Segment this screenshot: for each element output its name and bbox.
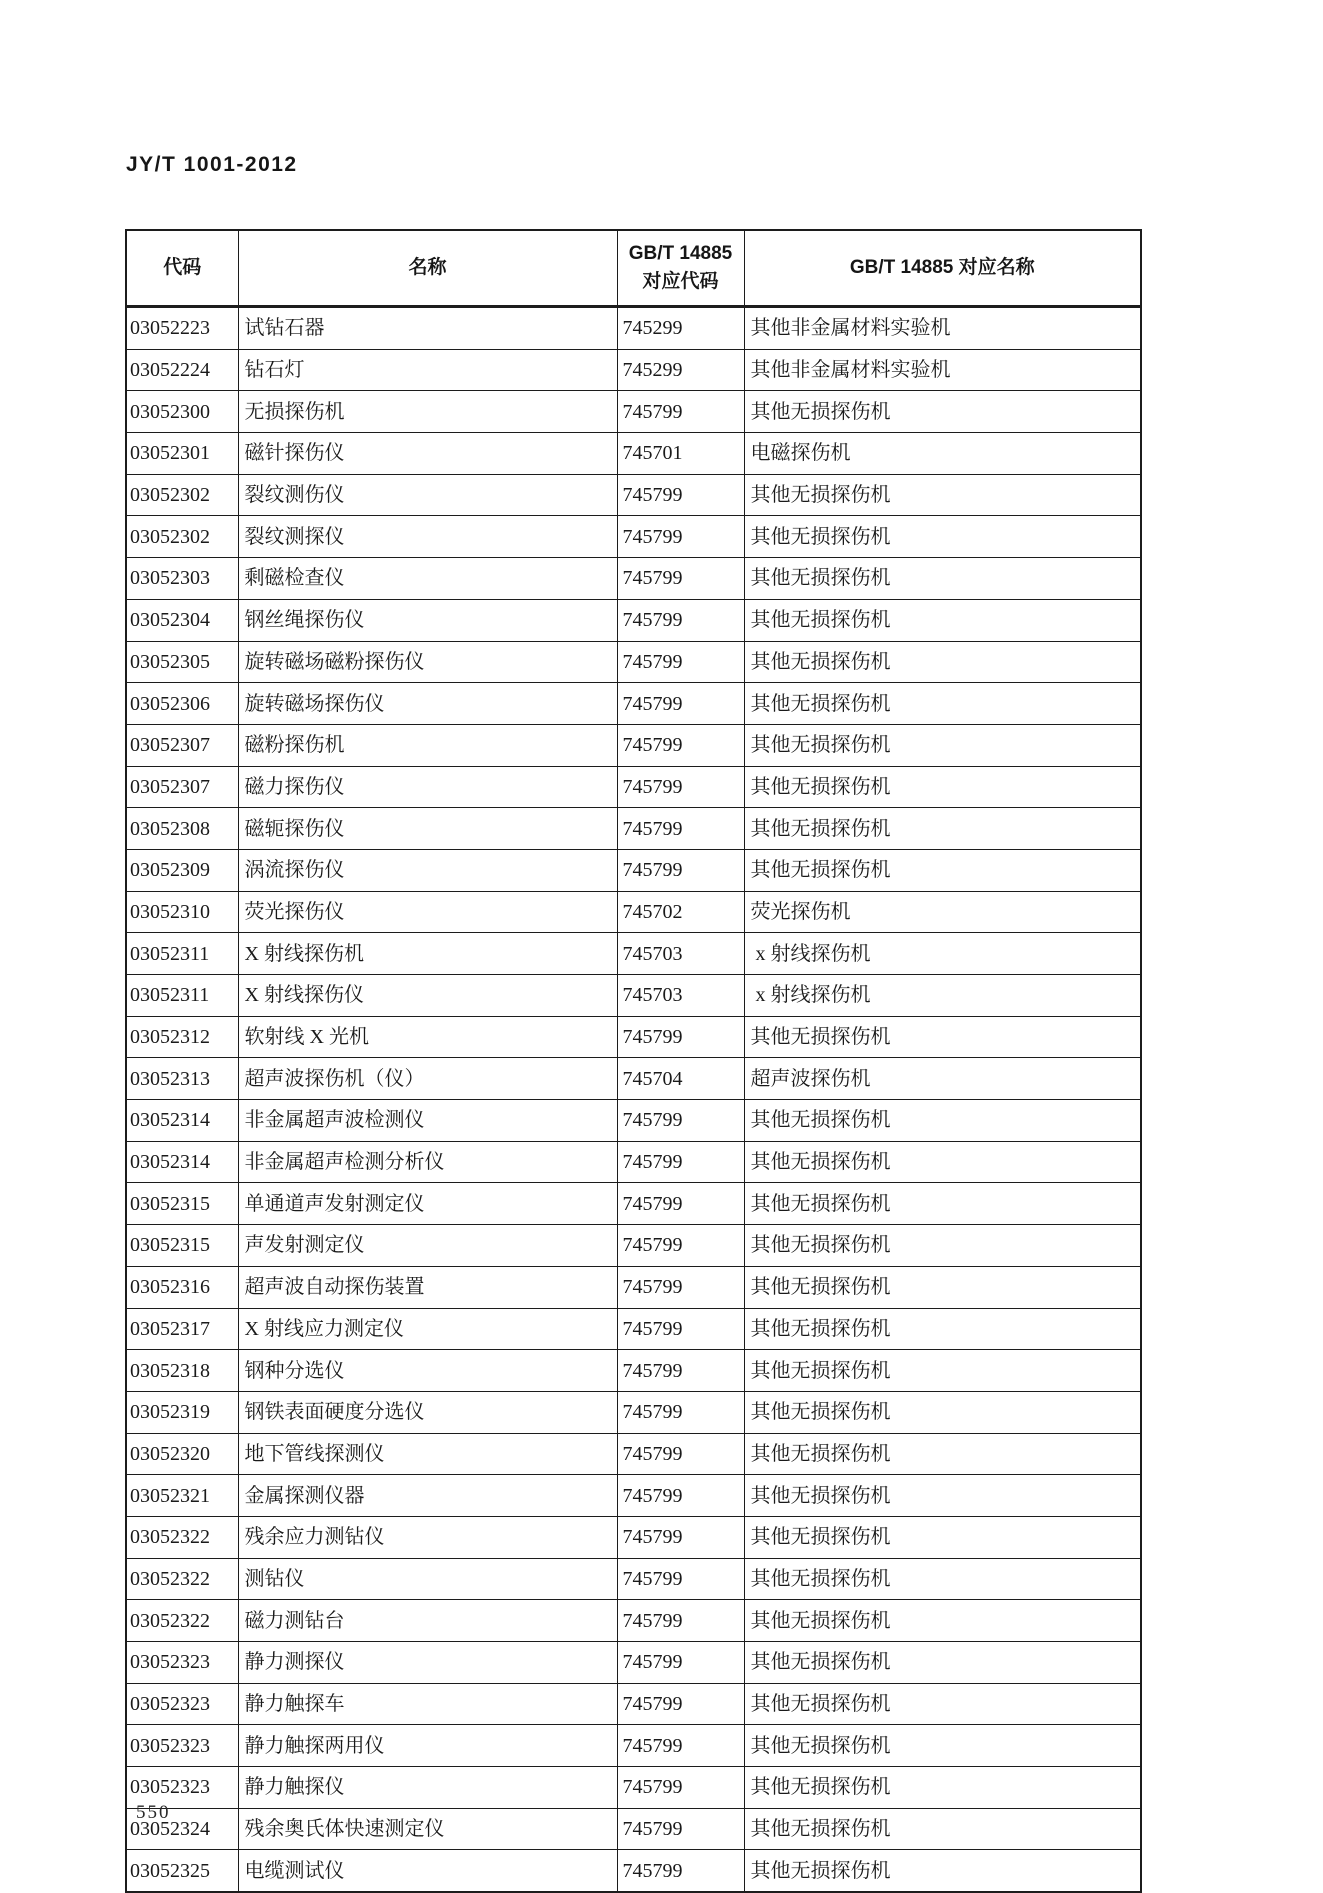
cell-gbt-code: 745799 bbox=[617, 1141, 744, 1183]
table-row bbox=[126, 1308, 1141, 1350]
cell-code: 03052323 bbox=[126, 1683, 238, 1725]
table-row bbox=[126, 1350, 1141, 1392]
cell-gbt-name: 其他无损探伤机 bbox=[744, 1433, 1141, 1475]
cell-gbt-code: 745799 bbox=[617, 1683, 744, 1725]
table-row bbox=[126, 808, 1141, 850]
cell-gbt-code: 745703 bbox=[617, 975, 744, 1017]
cell-gbt-code: 745799 bbox=[617, 1100, 744, 1142]
cell-gbt-code: 745799 bbox=[617, 1350, 744, 1392]
cell-gbt-code: 745799 bbox=[617, 1391, 744, 1433]
table-body bbox=[126, 307, 1141, 1893]
cell-name: 静力触探仪 bbox=[238, 1767, 617, 1809]
cell-gbt-code: 745799 bbox=[617, 516, 744, 558]
header-gbt-code-line1: GB/T 14885 bbox=[628, 243, 733, 264]
cell-code: 03052325 bbox=[126, 1850, 238, 1892]
cell-code: 03052315 bbox=[126, 1225, 238, 1267]
cell-gbt-name: 其他无损探伤机 bbox=[744, 558, 1141, 600]
cell-gbt-name: 其他无损探伤机 bbox=[744, 1308, 1141, 1350]
cell-name: X 射线应力测定仪 bbox=[238, 1308, 617, 1350]
table-row bbox=[126, 641, 1141, 683]
cell-name: 钢铁表面硬度分选仪 bbox=[238, 1391, 617, 1433]
table-header bbox=[126, 230, 1141, 307]
table-row bbox=[126, 1225, 1141, 1267]
cell-gbt-name: 其他无损探伤机 bbox=[744, 1391, 1141, 1433]
cell-code: 03052305 bbox=[126, 641, 238, 683]
cell-gbt-name: 其他无损探伤机 bbox=[744, 1642, 1141, 1684]
table-row bbox=[126, 1016, 1141, 1058]
cell-code: 03052311 bbox=[126, 933, 238, 975]
cell-gbt-name: 其他无损探伤机 bbox=[744, 1183, 1141, 1225]
table-row bbox=[126, 1725, 1141, 1767]
cell-gbt-code: 745799 bbox=[617, 1558, 744, 1600]
cell-gbt-name: 其他无损探伤机 bbox=[744, 724, 1141, 766]
table-row bbox=[126, 1600, 1141, 1642]
cell-gbt-code: 745799 bbox=[617, 724, 744, 766]
table-row bbox=[126, 1141, 1141, 1183]
table-row bbox=[126, 516, 1141, 558]
cell-code: 03052314 bbox=[126, 1141, 238, 1183]
cell-gbt-code: 745799 bbox=[617, 1475, 744, 1517]
table-row bbox=[126, 1100, 1141, 1142]
cell-code: 03052314 bbox=[126, 1100, 238, 1142]
table-row bbox=[126, 849, 1141, 891]
cell-name: 声发射测定仪 bbox=[238, 1225, 617, 1267]
cell-code: 03052308 bbox=[126, 808, 238, 850]
cell-gbt-name: 其他无损探伤机 bbox=[744, 641, 1141, 683]
cell-gbt-name: 其他无损探伤机 bbox=[744, 1808, 1141, 1850]
cell-name: 试钻石器 bbox=[238, 307, 617, 350]
cell-gbt-name: 其他无损探伤机 bbox=[744, 1266, 1141, 1308]
cell-code: 03052320 bbox=[126, 1433, 238, 1475]
cell-gbt-code: 745299 bbox=[617, 307, 744, 350]
cell-name: 磁力探伤仪 bbox=[238, 766, 617, 808]
cell-code: 03052304 bbox=[126, 599, 238, 641]
cell-gbt-code: 745799 bbox=[617, 641, 744, 683]
cell-gbt-code: 745703 bbox=[617, 933, 744, 975]
table-row bbox=[126, 1767, 1141, 1809]
cell-name: 超声波自动探伤装置 bbox=[238, 1266, 617, 1308]
cell-gbt-code: 745799 bbox=[617, 1183, 744, 1225]
cell-code: 03052322 bbox=[126, 1516, 238, 1558]
cell-gbt-name: 其他非金属材料实验机 bbox=[744, 307, 1141, 350]
cell-gbt-code: 745299 bbox=[617, 349, 744, 391]
cell-gbt-name: 电磁探伤机 bbox=[744, 433, 1141, 475]
cell-gbt-name: 其他无损探伤机 bbox=[744, 1725, 1141, 1767]
cell-gbt-name: 超声波探伤机 bbox=[744, 1058, 1141, 1100]
cell-code: 03052309 bbox=[126, 849, 238, 891]
cell-code: 03052321 bbox=[126, 1475, 238, 1517]
cell-name: 钢丝绳探伤仪 bbox=[238, 599, 617, 641]
cell-code: 03052303 bbox=[126, 558, 238, 600]
cell-gbt-code: 745799 bbox=[617, 1308, 744, 1350]
table-row bbox=[126, 1683, 1141, 1725]
code-mapping-table bbox=[125, 229, 1142, 1893]
cell-code: 03052307 bbox=[126, 766, 238, 808]
cell-gbt-name: 其他无损探伤机 bbox=[744, 683, 1141, 725]
cell-code: 03052317 bbox=[126, 1308, 238, 1350]
cell-code: 03052322 bbox=[126, 1558, 238, 1600]
cell-gbt-code: 745799 bbox=[617, 766, 744, 808]
cell-gbt-name: 其他无损探伤机 bbox=[744, 1767, 1141, 1809]
cell-name: 裂纹测探仪 bbox=[238, 516, 617, 558]
cell-name: 软射线 X 光机 bbox=[238, 1016, 617, 1058]
cell-gbt-code: 745799 bbox=[617, 1266, 744, 1308]
cell-gbt-code: 745799 bbox=[617, 558, 744, 600]
cell-gbt-name: x 射线探伤机 bbox=[744, 933, 1141, 975]
cell-name: 磁粉探伤机 bbox=[238, 724, 617, 766]
cell-name: 磁针探伤仪 bbox=[238, 433, 617, 475]
cell-gbt-name: 其他无损探伤机 bbox=[744, 808, 1141, 850]
table-row bbox=[126, 433, 1141, 475]
document-title: JY/T 1001-2012 bbox=[126, 153, 298, 176]
table-row bbox=[126, 933, 1141, 975]
cell-gbt-code: 745799 bbox=[617, 1600, 744, 1642]
cell-gbt-name: x 射线探伤机 bbox=[744, 975, 1141, 1017]
cell-gbt-code: 745799 bbox=[617, 1850, 744, 1892]
cell-code: 03052306 bbox=[126, 683, 238, 725]
cell-name: 磁力测钻台 bbox=[238, 1600, 617, 1642]
table-row bbox=[126, 1433, 1141, 1475]
cell-gbt-name: 其他无损探伤机 bbox=[744, 1141, 1141, 1183]
cell-gbt-name: 其他无损探伤机 bbox=[744, 516, 1141, 558]
cell-gbt-code: 745799 bbox=[617, 1016, 744, 1058]
cell-name: 剩磁检查仪 bbox=[238, 558, 617, 600]
cell-code: 03052300 bbox=[126, 391, 238, 433]
cell-name: 钻石灯 bbox=[238, 349, 617, 391]
table-row bbox=[126, 474, 1141, 516]
page-number: 550 bbox=[136, 1802, 171, 1823]
table-row bbox=[126, 307, 1141, 350]
cell-name: X 射线探伤机 bbox=[238, 933, 617, 975]
cell-name: 非金属超声检测分析仪 bbox=[238, 1141, 617, 1183]
cell-gbt-code: 745799 bbox=[617, 391, 744, 433]
table-row bbox=[126, 1058, 1141, 1100]
table-row bbox=[126, 599, 1141, 641]
cell-gbt-code: 745799 bbox=[617, 1808, 744, 1850]
cell-gbt-code: 745799 bbox=[617, 1767, 744, 1809]
table-header-row bbox=[126, 230, 1141, 307]
cell-name: X 射线探伤仪 bbox=[238, 975, 617, 1017]
cell-name: 静力触探两用仪 bbox=[238, 1725, 617, 1767]
table-row bbox=[126, 1391, 1141, 1433]
cell-code: 03052224 bbox=[126, 349, 238, 391]
cell-gbt-code: 745701 bbox=[617, 433, 744, 475]
cell-gbt-name: 其他无损探伤机 bbox=[744, 1475, 1141, 1517]
cell-code: 03052307 bbox=[126, 724, 238, 766]
cell-code: 03052302 bbox=[126, 516, 238, 558]
header-gbt-name: GB/T 14885 对应名称 bbox=[744, 230, 1141, 307]
cell-name: 电缆测试仪 bbox=[238, 1850, 617, 1892]
table-row bbox=[126, 558, 1141, 600]
cell-gbt-code: 745702 bbox=[617, 891, 744, 933]
table-row bbox=[126, 1808, 1141, 1850]
cell-gbt-name: 其他无损探伤机 bbox=[744, 849, 1141, 891]
table-row bbox=[126, 1850, 1141, 1892]
cell-name: 地下管线探测仪 bbox=[238, 1433, 617, 1475]
table-row bbox=[126, 683, 1141, 725]
cell-gbt-name: 其他非金属材料实验机 bbox=[744, 349, 1141, 391]
cell-gbt-name: 其他无损探伤机 bbox=[744, 1850, 1141, 1892]
cell-code: 03052302 bbox=[126, 474, 238, 516]
cell-code: 03052223 bbox=[126, 307, 238, 350]
cell-name: 涡流探伤仪 bbox=[238, 849, 617, 891]
cell-code: 03052315 bbox=[126, 1183, 238, 1225]
cell-name: 非金属超声波检测仪 bbox=[238, 1100, 617, 1142]
table-row bbox=[126, 724, 1141, 766]
cell-code: 03052318 bbox=[126, 1350, 238, 1392]
cell-code: 03052312 bbox=[126, 1016, 238, 1058]
cell-code: 03052313 bbox=[126, 1058, 238, 1100]
cell-gbt-code: 745799 bbox=[617, 474, 744, 516]
cell-name: 单通道声发射测定仪 bbox=[238, 1183, 617, 1225]
cell-name: 荧光探伤仪 bbox=[238, 891, 617, 933]
cell-name: 残余应力测钻仪 bbox=[238, 1516, 617, 1558]
cell-name: 金属探测仪器 bbox=[238, 1475, 617, 1517]
table-row bbox=[126, 1475, 1141, 1517]
cell-code: 03052319 bbox=[126, 1391, 238, 1433]
cell-gbt-code: 745799 bbox=[617, 1516, 744, 1558]
cell-name: 钢种分选仪 bbox=[238, 1350, 617, 1392]
cell-gbt-name: 其他无损探伤机 bbox=[744, 1225, 1141, 1267]
cell-gbt-name: 其他无损探伤机 bbox=[744, 766, 1141, 808]
cell-gbt-name: 其他无损探伤机 bbox=[744, 1516, 1141, 1558]
cell-code: 03052322 bbox=[126, 1600, 238, 1642]
cell-code: 03052323 bbox=[126, 1642, 238, 1684]
table-row bbox=[126, 1516, 1141, 1558]
cell-gbt-code: 745799 bbox=[617, 599, 744, 641]
table-row bbox=[126, 1183, 1141, 1225]
header-gbt-code-line2: 对应代码 bbox=[642, 271, 719, 292]
cell-gbt-code: 745799 bbox=[617, 1642, 744, 1684]
cell-code: 03052324 bbox=[126, 1808, 238, 1850]
cell-gbt-code: 745799 bbox=[617, 1225, 744, 1267]
cell-gbt-name: 其他无损探伤机 bbox=[744, 391, 1141, 433]
header-code: 代码 bbox=[126, 230, 238, 307]
cell-name: 旋转磁场探伤仪 bbox=[238, 683, 617, 725]
table-row bbox=[126, 891, 1141, 933]
cell-name: 无损探伤机 bbox=[238, 391, 617, 433]
cell-gbt-code: 745799 bbox=[617, 849, 744, 891]
cell-gbt-name: 其他无损探伤机 bbox=[744, 599, 1141, 641]
table-row bbox=[126, 975, 1141, 1017]
cell-gbt-name: 其他无损探伤机 bbox=[744, 474, 1141, 516]
cell-gbt-code: 745799 bbox=[617, 808, 744, 850]
table-row bbox=[126, 1558, 1141, 1600]
cell-name: 静力触探车 bbox=[238, 1683, 617, 1725]
cell-gbt-name: 其他无损探伤机 bbox=[744, 1600, 1141, 1642]
table-row bbox=[126, 1266, 1141, 1308]
cell-code: 03052323 bbox=[126, 1725, 238, 1767]
table-row bbox=[126, 1642, 1141, 1684]
table-row bbox=[126, 766, 1141, 808]
cell-code: 03052310 bbox=[126, 891, 238, 933]
cell-name: 裂纹测伤仪 bbox=[238, 474, 617, 516]
cell-code: 03052301 bbox=[126, 433, 238, 475]
cell-name: 磁轭探伤仪 bbox=[238, 808, 617, 850]
cell-gbt-code: 745799 bbox=[617, 683, 744, 725]
cell-gbt-code: 745704 bbox=[617, 1058, 744, 1100]
cell-name: 残余奥氏体快速测定仪 bbox=[238, 1808, 617, 1850]
cell-code: 03052311 bbox=[126, 975, 238, 1017]
table-row bbox=[126, 349, 1141, 391]
cell-gbt-name: 其他无损探伤机 bbox=[744, 1100, 1141, 1142]
cell-name: 静力测探仪 bbox=[238, 1642, 617, 1684]
cell-gbt-code: 745799 bbox=[617, 1433, 744, 1475]
cell-code: 03052316 bbox=[126, 1266, 238, 1308]
cell-gbt-name: 其他无损探伤机 bbox=[744, 1350, 1141, 1392]
cell-gbt-name: 其他无损探伤机 bbox=[744, 1016, 1141, 1058]
cell-code: 03052323 bbox=[126, 1767, 238, 1809]
cell-gbt-code: 745799 bbox=[617, 1725, 744, 1767]
cell-gbt-name: 荧光探伤机 bbox=[744, 891, 1141, 933]
cell-gbt-name: 其他无损探伤机 bbox=[744, 1683, 1141, 1725]
cell-name: 超声波探伤机（仪） bbox=[238, 1058, 617, 1100]
header-name: 名称 bbox=[238, 230, 617, 307]
table-row bbox=[126, 391, 1141, 433]
header-gbt-code bbox=[617, 230, 744, 307]
cell-gbt-name: 其他无损探伤机 bbox=[744, 1558, 1141, 1600]
cell-name: 测钻仪 bbox=[238, 1558, 617, 1600]
cell-name: 旋转磁场磁粉探伤仪 bbox=[238, 641, 617, 683]
